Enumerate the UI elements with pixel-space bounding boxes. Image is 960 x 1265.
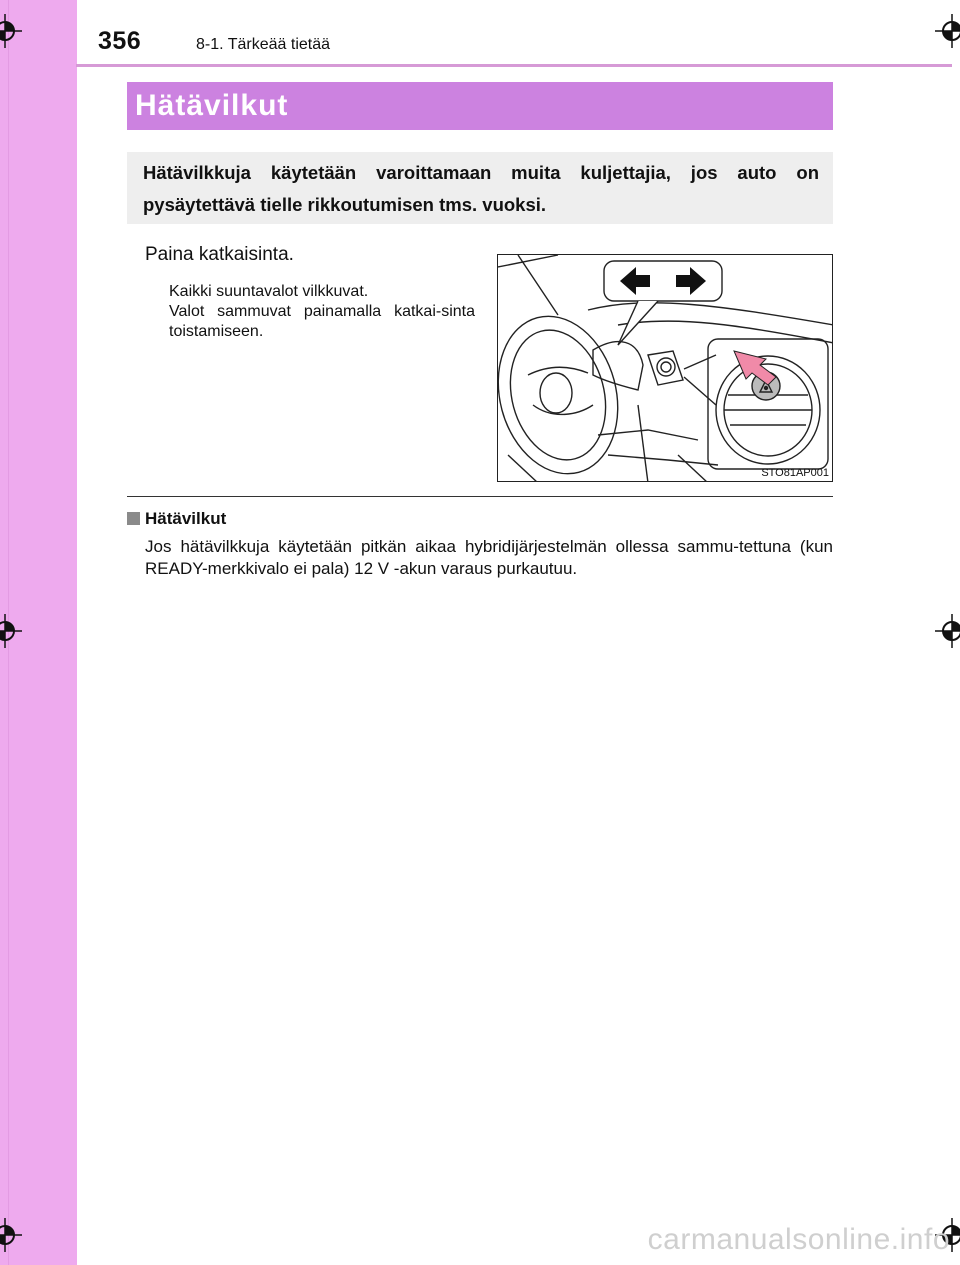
registration-mark-icon <box>0 14 22 48</box>
dashboard-drawing <box>498 255 833 482</box>
registration-mark-icon <box>0 1218 22 1252</box>
square-bullet-icon <box>127 512 140 525</box>
page-number: 356 <box>98 27 142 55</box>
figure-code: STO81AP001 <box>761 467 829 479</box>
hazard-switch-illustration <box>497 254 833 482</box>
section-divider <box>127 496 833 497</box>
header-rule <box>76 64 952 67</box>
registration-mark-icon <box>935 14 960 48</box>
registration-mark-icon <box>935 614 960 648</box>
watermark: carmanualsonline.info <box>647 1223 950 1256</box>
step-instruction: Paina katkaisinta. <box>145 244 294 265</box>
chapter-title: 8-1. Tärkeää tietää <box>196 36 331 53</box>
note-line: Kaikki suuntavalot vilkkuvat. <box>169 283 369 300</box>
intro-box <box>127 152 833 224</box>
subsection-heading <box>127 509 226 529</box>
section-title: Hätävilkut <box>127 82 833 130</box>
registration-mark-icon <box>0 614 22 648</box>
step-notes <box>169 282 475 342</box>
subsection-heading-text: Hätävilkut <box>145 509 227 528</box>
intro-text: Hätävilkkuja käytetään varoittamaan muita kuljettajia, jos auto on pysäytettävä tielle rikkoutumisen tms. vuoksi. <box>143 162 819 215</box>
subsection-body: Jos hätävilkkuja käytetään pitkän aikaa hybridijärjestelmän ollessa sammu-tettuna (kun READY-merkkivalo ei pala) 12 V -akun varaus purkautuu. <box>145 537 833 578</box>
note-line: Valot sammuvat painamalla katkai-sinta toistamiseen. <box>169 303 475 340</box>
